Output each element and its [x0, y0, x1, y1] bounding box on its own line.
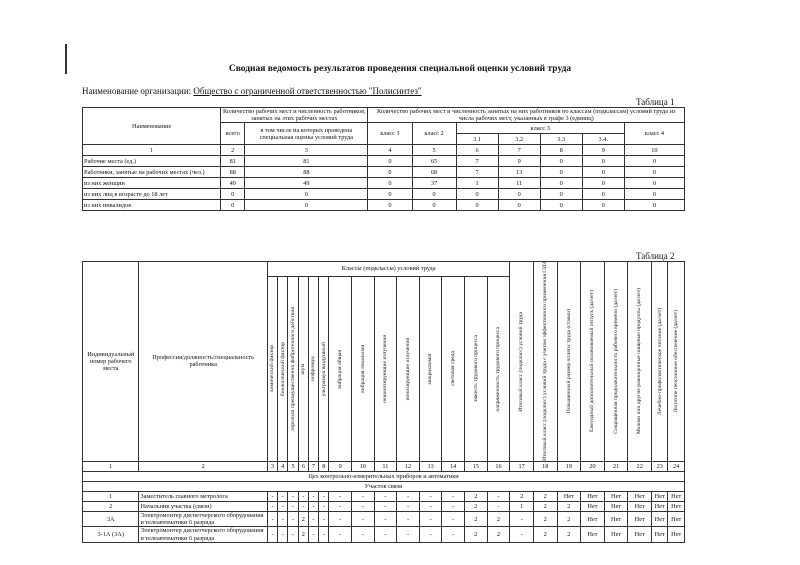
t2-cell: - — [352, 527, 375, 542]
t2-cell: 2 — [83, 501, 139, 511]
t2-cell: - — [510, 511, 534, 526]
t1-cell: 0 — [368, 156, 412, 167]
t2-column-number: 12 — [397, 461, 420, 471]
t1-cell: 81 — [221, 156, 245, 167]
t1-cell: 0 — [624, 189, 684, 200]
t1-cell: 0 — [368, 167, 412, 178]
t2-cell: 2 — [557, 527, 581, 542]
t2-cell: 3А — [83, 511, 139, 526]
t2-cell: - — [374, 491, 397, 501]
t2-cell: 2 — [510, 491, 534, 501]
t1-cell: 0 — [245, 189, 368, 200]
t1-cell: 0 — [624, 200, 684, 211]
t1-row-label: из них инвалидов — [83, 200, 221, 211]
t2-cell: - — [267, 501, 277, 511]
t1-row-label: Рабочие места (ед.) — [83, 156, 221, 167]
factor-header-label: биологический фактор — [279, 341, 286, 396]
t2-cell: Нет — [581, 501, 605, 511]
t2-cell: - — [288, 527, 298, 542]
guarantee-header-label: Повышенный размер оплаты труда (ставки) — [565, 309, 572, 414]
org-label: Наименование организации: — [82, 86, 192, 96]
t2-cell: Нет — [628, 511, 652, 526]
t1-cell: 0 — [582, 167, 624, 178]
guarantee-header — [581, 262, 605, 462]
t1-cell: 0 — [540, 189, 582, 200]
table-row — [83, 511, 685, 526]
t2-cell: - — [329, 501, 352, 511]
t2-header-id: Индивидуальный номер рабочего места — [83, 262, 139, 462]
t2-cell: - — [329, 511, 352, 526]
t1-cell: 0 — [245, 200, 368, 211]
t2-column-number: 20 — [581, 461, 605, 471]
t1-header-workplaces: Количество рабочих мест и численность работников, занятых на этих рабочих местах — [221, 108, 368, 123]
guarantee-header — [510, 262, 534, 462]
guarantee-header-label: Лечебно-профилактическое питание (да/нет) — [656, 307, 663, 415]
t2-cell: - — [319, 527, 329, 542]
t1-column-number: 7 — [498, 145, 540, 156]
t1-cell: 0 — [456, 189, 498, 200]
factor-header — [298, 276, 308, 461]
t1-cell: 0 — [368, 189, 412, 200]
t2-column-number: 17 — [510, 461, 534, 471]
t1-column-number: 1 — [83, 145, 221, 156]
t2-column-number: 11 — [374, 461, 397, 471]
t2-cell: Нет — [604, 491, 628, 501]
table-row — [83, 178, 685, 189]
factor-header-label: шум — [300, 363, 307, 375]
t1-header-assessed: в том числе на которых проведена специальная оценка условий труда — [245, 123, 368, 145]
t2-cell: 2 — [533, 491, 557, 501]
t2-cell: - — [267, 527, 277, 542]
t1-cell: 49 — [245, 178, 368, 189]
guarantee-header — [604, 262, 628, 462]
t2-cell: - — [329, 527, 352, 542]
t2-column-number: 3 — [267, 461, 277, 471]
t1-cell: 0 — [624, 178, 684, 189]
t2-column-number: 6 — [298, 461, 308, 471]
factor-header — [278, 276, 288, 461]
factor-header — [352, 276, 375, 461]
t1-cell: 0 — [498, 189, 540, 200]
t2-cell: 2 — [465, 527, 488, 542]
t1-header-class3: класс 3 — [456, 123, 624, 134]
factor-header-label: ионизирующие излучения — [404, 337, 411, 401]
t1-cell: 0 — [412, 189, 456, 200]
t2-cell: - — [397, 501, 420, 511]
guarantee-header-label: Ежегодный дополнительный оплачиваемый отпуск (да/нет) — [589, 290, 596, 433]
table-row — [83, 491, 685, 501]
t2-cell: Нет — [668, 527, 685, 542]
t2-cell: - — [308, 491, 318, 501]
factor-header — [487, 276, 510, 461]
t2-cell: 2 — [465, 511, 488, 526]
factor-header — [329, 276, 352, 461]
table-row — [83, 189, 685, 200]
t1-cell: 81 — [245, 156, 368, 167]
table2-label: Таблица 2 — [636, 251, 675, 261]
t2-cell: - — [352, 501, 375, 511]
t1-header-class2: класс 2 — [412, 123, 456, 145]
t2-cell: Нет — [628, 527, 652, 542]
t2-cell: - — [352, 491, 375, 501]
t2-cell: 2 — [487, 527, 510, 542]
t1-cell: 49 — [221, 178, 245, 189]
t2-cell: - — [319, 491, 329, 501]
t1-subheader: 3.3 — [540, 134, 582, 145]
t2-cell: - — [352, 511, 375, 526]
t2-cell: - — [308, 501, 318, 511]
guarantee-header — [668, 262, 685, 462]
t2-cell: - — [419, 501, 442, 511]
t1-cell: 11 — [498, 178, 540, 189]
factor-header-label: тяжесть трудового процесса — [472, 335, 479, 403]
guarantee-header-label: Итоговый класс (подкласс) условий труда — [518, 311, 525, 412]
table-row — [83, 200, 685, 211]
t1-subheader: 3.4. — [582, 134, 624, 145]
t1-cell: 0 — [540, 167, 582, 178]
t2-cell: - — [419, 511, 442, 526]
t2-cell: - — [308, 511, 318, 526]
guarantee-header — [652, 262, 668, 462]
t1-cell: 0 — [624, 156, 684, 167]
factor-header-label: световая среда — [450, 351, 456, 387]
t2-cell: - — [319, 501, 329, 511]
t1-header-class4: класс 4 — [624, 123, 684, 145]
t1-column-number: 5 — [412, 145, 456, 156]
t2-column-number: 15 — [465, 461, 488, 471]
t1-column-number: 9 — [582, 145, 624, 156]
t2-cell: Нет — [581, 511, 605, 526]
t2-cell: Нет — [604, 501, 628, 511]
t2-cell: Нет — [652, 501, 668, 511]
t2-cell: 2 — [298, 511, 308, 526]
t1-column-number: 4 — [368, 145, 412, 156]
summary-table — [82, 107, 685, 211]
t1-cell: 0 — [582, 178, 624, 189]
t1-cell: 7 — [456, 167, 498, 178]
t1-cell: 7 — [456, 156, 498, 167]
t2-cell: - — [288, 501, 298, 511]
t2-cell: Нет — [652, 527, 668, 542]
t2-cell: - — [267, 511, 277, 526]
t1-column-number: 8 — [540, 145, 582, 156]
t1-row-label: из них лиц в возрасте до 18 лет — [83, 189, 221, 200]
t1-column-number: 10 — [624, 145, 684, 156]
t1-cell: 0 — [498, 200, 540, 211]
t2-cell: - — [374, 501, 397, 511]
t2-cell: 2 — [557, 511, 581, 526]
factor-header — [397, 276, 420, 461]
t2-cell: 2 — [487, 511, 510, 526]
guarantee-header — [533, 262, 557, 462]
t2-header-classes: Классы (подклассы) условий труда — [267, 262, 509, 277]
t2-cell: 2 — [533, 501, 557, 511]
t1-cell: 0 — [582, 189, 624, 200]
t2-cell: 3-1А (3А) — [83, 527, 139, 542]
t2-profession: Заместитель главного метролога — [139, 491, 267, 501]
t2-cell: Нет — [652, 491, 668, 501]
t2-cell: - — [397, 491, 420, 501]
t2-cell: 2 — [465, 501, 488, 511]
factor-header-label: вибрация локальная — [359, 344, 366, 393]
t2-cell: - — [442, 511, 465, 526]
t1-cell: 0 — [368, 178, 412, 189]
factor-header — [288, 276, 298, 461]
t2-cell: - — [397, 527, 420, 542]
factor-header-label: химический фактор — [269, 345, 276, 393]
t2-column-number: 9 — [329, 461, 352, 471]
guarantee-header-label: Сокращенная продолжительность рабочего времени (да/нет) — [612, 289, 619, 434]
t2-cell: Нет — [668, 491, 685, 501]
t2-cell: Нет — [581, 527, 605, 542]
table-row — [83, 527, 685, 542]
t1-cell: 0 — [412, 200, 456, 211]
page-title: Сводная ведомость результатов проведения специальной оценки условий труда — [228, 64, 572, 74]
t1-column-number: 2 — [221, 145, 245, 156]
t1-cell: 0 — [540, 178, 582, 189]
t2-cell: - — [278, 491, 288, 501]
t1-cell: 0 — [540, 156, 582, 167]
t2-cell: - — [308, 527, 318, 542]
t2-cell: Нет — [652, 511, 668, 526]
t2-cell: - — [442, 527, 465, 542]
section-title-kip: Цех контрольно-измерительных приборов и автоматики — [83, 471, 685, 481]
t2-cell: 2 — [533, 527, 557, 542]
t1-column-number: 6 — [456, 145, 498, 156]
t2-column-number: 14 — [442, 461, 465, 471]
t2-cell: - — [510, 527, 534, 542]
t1-subheader: 3.1 — [456, 134, 498, 145]
t2-cell: - — [374, 527, 397, 542]
section-title-communications: Участок связи — [83, 481, 685, 491]
t1-cell: 37 — [412, 178, 456, 189]
t2-cell: - — [278, 501, 288, 511]
t2-cell: - — [288, 491, 298, 501]
t2-cell: - — [278, 527, 288, 542]
t2-cell: - — [288, 511, 298, 526]
t2-column-number: 22 — [628, 461, 652, 471]
t2-profession: Электромонтер диспетчерского оборудования и телеавтоматики 6 разряда — [139, 511, 267, 526]
t1-cell: 1 — [456, 178, 498, 189]
factor-header-label: ультразвук воздушный — [320, 341, 327, 396]
t2-cell: Нет — [668, 511, 685, 526]
t2-cell: - — [329, 491, 352, 501]
t2-cell: 2 — [465, 491, 488, 501]
org-name: Общество с ограниченной ответственностью "Полисинтез" — [193, 86, 422, 96]
t2-column-number: 5 — [288, 461, 298, 471]
t2-cell: - — [374, 511, 397, 526]
factor-header — [319, 276, 329, 461]
t1-header-name: Наименование — [83, 108, 221, 145]
t2-column-number: 13 — [419, 461, 442, 471]
t2-cell: Нет — [557, 491, 581, 501]
t1-header-total: всего — [221, 123, 245, 145]
t2-column-number: 19 — [557, 461, 581, 471]
t2-cell: - — [487, 491, 510, 501]
t2-cell: Нет — [581, 491, 605, 501]
t1-subheader: 3.2 — [498, 134, 540, 145]
table-row — [83, 156, 685, 167]
t2-column-number: 1 — [83, 461, 139, 471]
t2-column-number: 8 — [319, 461, 329, 471]
organization-line — [82, 86, 422, 96]
t2-cell: 2 — [557, 501, 581, 511]
t2-cell: 1 — [510, 501, 534, 511]
factor-header-label: вибрация общая — [337, 349, 344, 389]
factor-header — [308, 276, 318, 461]
t2-cell: - — [442, 491, 465, 501]
table1-label: Таблица 1 — [636, 97, 675, 107]
t1-cell: 0 — [624, 167, 684, 178]
t2-cell: Нет — [628, 491, 652, 501]
t2-cell: 2 — [533, 511, 557, 526]
guarantee-header-label: Льготное пенсионное обеспечение (да/нет) — [673, 310, 679, 413]
factor-header — [442, 276, 465, 461]
t2-column-number: 21 — [604, 461, 628, 471]
guarantee-header-label: Молоко или другие равноценные пищевые продукты (да/нет) — [636, 288, 643, 435]
t1-cell: 0 — [221, 200, 245, 211]
t2-header-profession: Профессия/должность/специальность работника — [139, 262, 267, 462]
t2-column-number: 2 — [139, 461, 267, 471]
t1-column-number: 3 — [245, 145, 368, 156]
t2-cell: - — [278, 511, 288, 526]
guarantee-header-label: Итоговый класс (подкласс) условий труда с учетом эффективного применения СИЗ — [542, 262, 549, 461]
workplace-table — [82, 261, 685, 543]
table-row — [83, 167, 685, 178]
factor-header — [267, 276, 277, 461]
t2-cell: 2 — [298, 527, 308, 542]
t2-cell: - — [487, 501, 510, 511]
factor-header-label: аэрозоли преимущественно фиброгенного действия — [289, 307, 296, 431]
t2-cell: - — [298, 491, 308, 501]
factor-header — [465, 276, 488, 461]
factor-header-label: микроклимат — [427, 353, 434, 385]
t2-column-number: 24 — [668, 461, 685, 471]
factor-header — [374, 276, 397, 461]
t1-cell: 0 — [456, 200, 498, 211]
t2-cell: - — [397, 511, 420, 526]
t1-row-label: из них женщин — [83, 178, 221, 189]
t1-cell: 65 — [412, 156, 456, 167]
t2-cell: 1 — [83, 491, 139, 501]
t1-row-label: Работники, занятые на рабочих местах (чел.) — [83, 167, 221, 178]
t2-cell: Нет — [604, 511, 628, 526]
t1-cell: 68 — [412, 167, 456, 178]
t2-cell: Нет — [628, 501, 652, 511]
t2-column-number: 10 — [352, 461, 375, 471]
t1-cell: 88 — [221, 167, 245, 178]
guarantee-header — [628, 262, 652, 462]
factor-header-label: инфразвук — [310, 356, 317, 382]
t2-cell: - — [442, 501, 465, 511]
guarantee-header — [557, 262, 581, 462]
t1-header-classes: Количество рабочих мест и численность занятых на них работников по классам (подклассам) условий труда из числа рабочих мест, указанных в графе 3 (единиц) — [368, 108, 685, 123]
t1-header-class1: класс 1 — [368, 123, 412, 145]
t2-profession: Электромонтер диспетчерского оборудования и телеавтоматики 6 разряда — [139, 527, 267, 542]
t2-cell: - — [267, 491, 277, 501]
factor-header-label: напряженность трудового процесса — [495, 326, 502, 412]
t2-cell: - — [319, 511, 329, 526]
factor-header — [419, 276, 442, 461]
t2-cell: - — [298, 501, 308, 511]
t1-cell: 9 — [498, 156, 540, 167]
t2-column-number: 16 — [487, 461, 510, 471]
t2-profession: Начальник участка (связи) — [139, 501, 267, 511]
t2-column-number: 23 — [652, 461, 668, 471]
t2-cell: - — [419, 491, 442, 501]
t1-cell: 0 — [540, 200, 582, 211]
t1-cell: 0 — [221, 189, 245, 200]
t1-cell: 13 — [498, 167, 540, 178]
t2-cell: - — [419, 527, 442, 542]
t2-column-number: 4 — [278, 461, 288, 471]
t1-cell: 0 — [582, 200, 624, 211]
table-row — [83, 501, 685, 511]
t1-cell: 0 — [582, 156, 624, 167]
t2-cell: Нет — [668, 501, 685, 511]
t1-cell: 0 — [368, 200, 412, 211]
t2-column-number: 18 — [533, 461, 557, 471]
t2-cell: Нет — [604, 527, 628, 542]
factor-header-label: неионизирующие излучения — [382, 334, 389, 403]
t1-cell: 88 — [245, 167, 368, 178]
t2-column-number: 7 — [308, 461, 318, 471]
